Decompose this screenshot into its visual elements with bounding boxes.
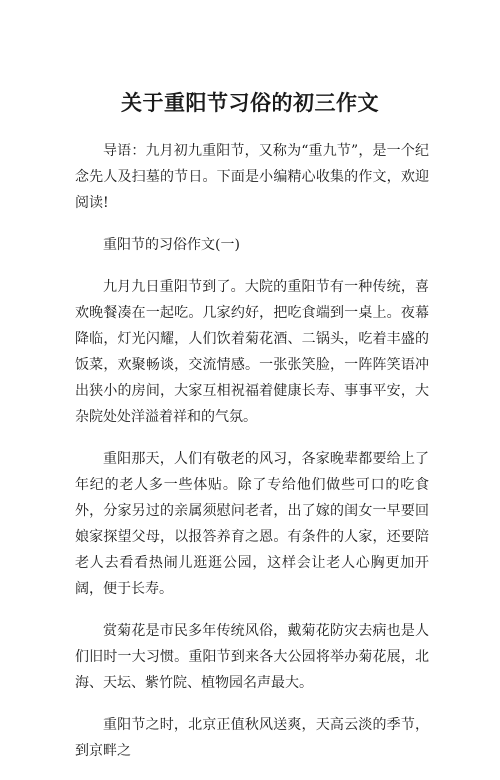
body-paragraph-4: 重阳节之时，北京正值秋风送爽，天高云淡的季节，到京畔之 [75, 717, 429, 759]
section-heading: 重阳节的习俗作文(一) [103, 237, 240, 253]
article-title: 关于重阳节习俗的初三作文 [121, 90, 379, 115]
body-paragraph-3: 赏菊花是市民多年传统风俗，戴菊花防灾去病也是人们旧时一大习惯。重阳节到来各大公园将举办菊花展，北海、天坛、紫竹院、植物园名声最大。 [75, 623, 429, 691]
body-paragraph-2: 重阳那天，人们有敬老的风习，各家晚辈都要给上了年纪的老人多一些体贴。除了专给他们做些可口的吃食外，分家另过的亲属须慰问老者，出了嫁的闺女一早要回娘家探望父母，以报答养育之恩。有条件的人家，还要陪老人去看看热闹儿逛逛公园，这样会让老人心胸更加开阔，便于长寿。 [75, 451, 429, 597]
article-body [75, 138, 429, 780]
intro-paragraph: 导语：九月初九重阳节，又称为“重九节”，是一个纪念先人及扫墓的节日。下面是小编精心收集的作文，欢迎阅读! [75, 143, 429, 211]
body-paragraph-1: 九月九日重阳节到了。大院的重阳节有一种传统，喜欢晚餐凑在一起吃。几家约好，把吃食端到一桌上。夜幕降临，灯光闪耀，人们饮着菊花酒、二锅头，吃着丰盛的饭菜，欢聚畅谈，交流情感。一张张笑脸，一阵阵笑语冲出狭小的房间，大家互相祝福着健康长寿、事事平安，大杂院处处洋溢着祥和的气氛。 [75, 279, 429, 425]
